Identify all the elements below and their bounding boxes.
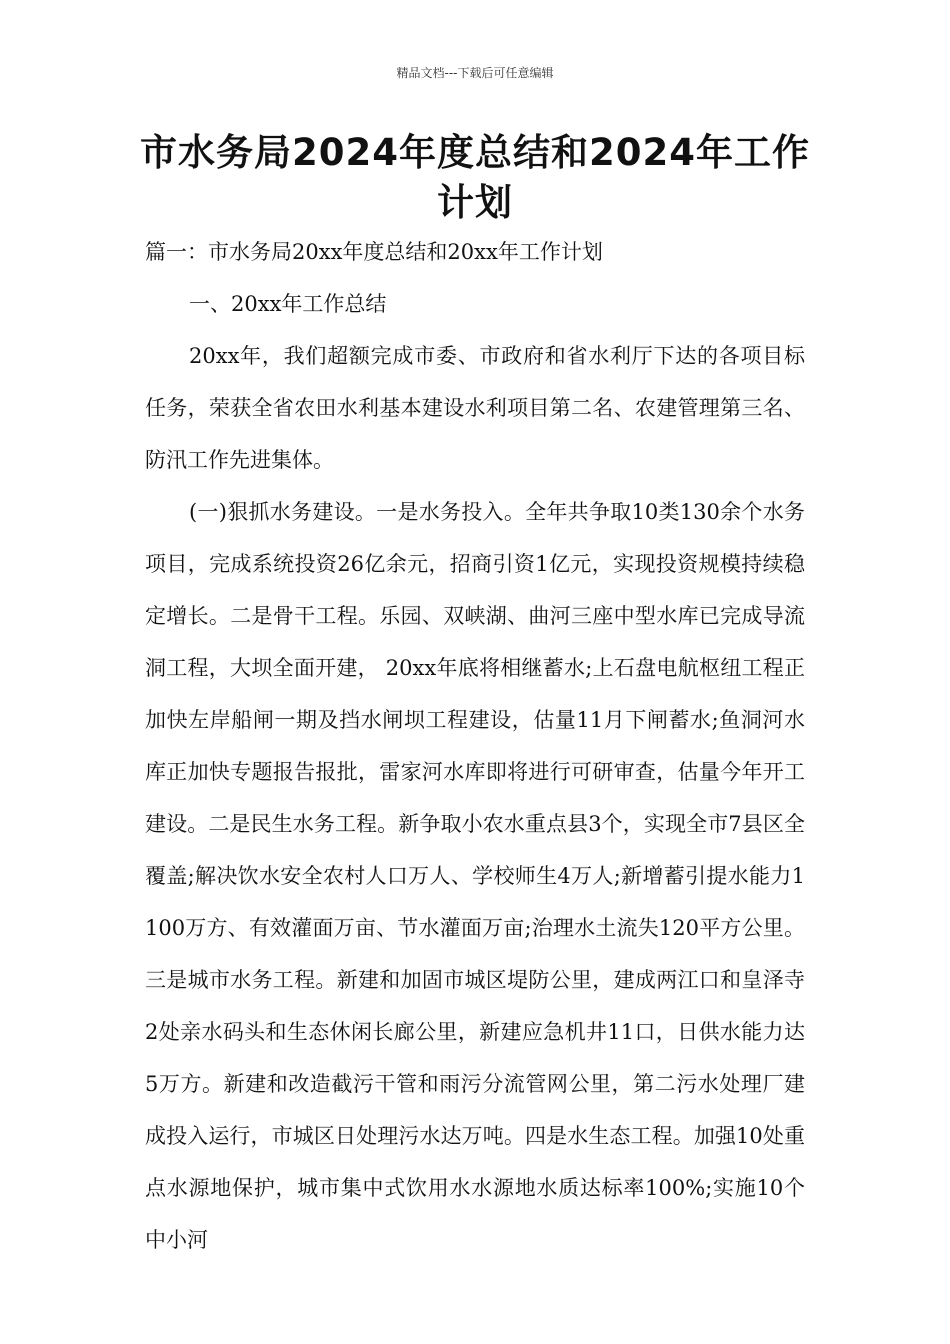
title-line-1: 市水务局2024年度总结和2024年工作 xyxy=(140,131,810,174)
document-body xyxy=(145,226,805,1266)
subtitle: 篇一：市水务局20xx年度总结和20xx年工作计划 xyxy=(145,240,603,264)
paragraph-2: (一)狠抓水务建设。一是水务投入。全年共争取10类130余个水务项目，完成系统投资26亿余元，招商引资1亿元，实现投资规模持续稳定增长。二是骨干工程。乐园、双峡湖、曲河三座中型水库已完成导流洞工程，大坝全面开建， 20xx年底将相继蓄水;上石盘电航枢纽工程正加快左岸船闸一期及挡水闸坝工程建设，估量11月下闸蓄水;鱼洞河水库正加快专题报告报批，雷家河水库即将进行可研审查，估量今年开工建设。二是民生水务工程。新争取小农水重点县3个，实现全市7县区全覆盖;解决饮水安全农村人口万人、学校师生4万人;新增蓄引提水能力1100万方、有效灌面万亩、节水灌面万亩;治理水土流失120平方公里。三是城市水务工程。新建和加固市城区堤防公里，建成两江口和皇泽寺2处亲水码头和生态休闲长廊公里，新建应急机井11口，日供水能力达5万方。新建和改造截污干管和雨污分流管网公里，第二污水处理厂建成投入运行，市城区日处理污水达万吨。四是水生态工程。加强10处重点水源地保护，城市集中式饮用水水源地水质达标率100%;实施10个中小河 xyxy=(145,500,805,1252)
title-line-2: 计划 xyxy=(437,181,513,224)
document-title xyxy=(0,128,950,228)
header-note: 精品文档---下载后可任意编辑 xyxy=(396,66,554,80)
paragraph-1: 20xx年，我们超额完成市委、市政府和省水利厅下达的各项目标任务，荣获全省农田水利基本建设水利项目第二名、农建管理第三名、防汛工作先进集体。 xyxy=(145,344,805,472)
section-heading: 一、20xx年工作总结 xyxy=(189,292,387,316)
